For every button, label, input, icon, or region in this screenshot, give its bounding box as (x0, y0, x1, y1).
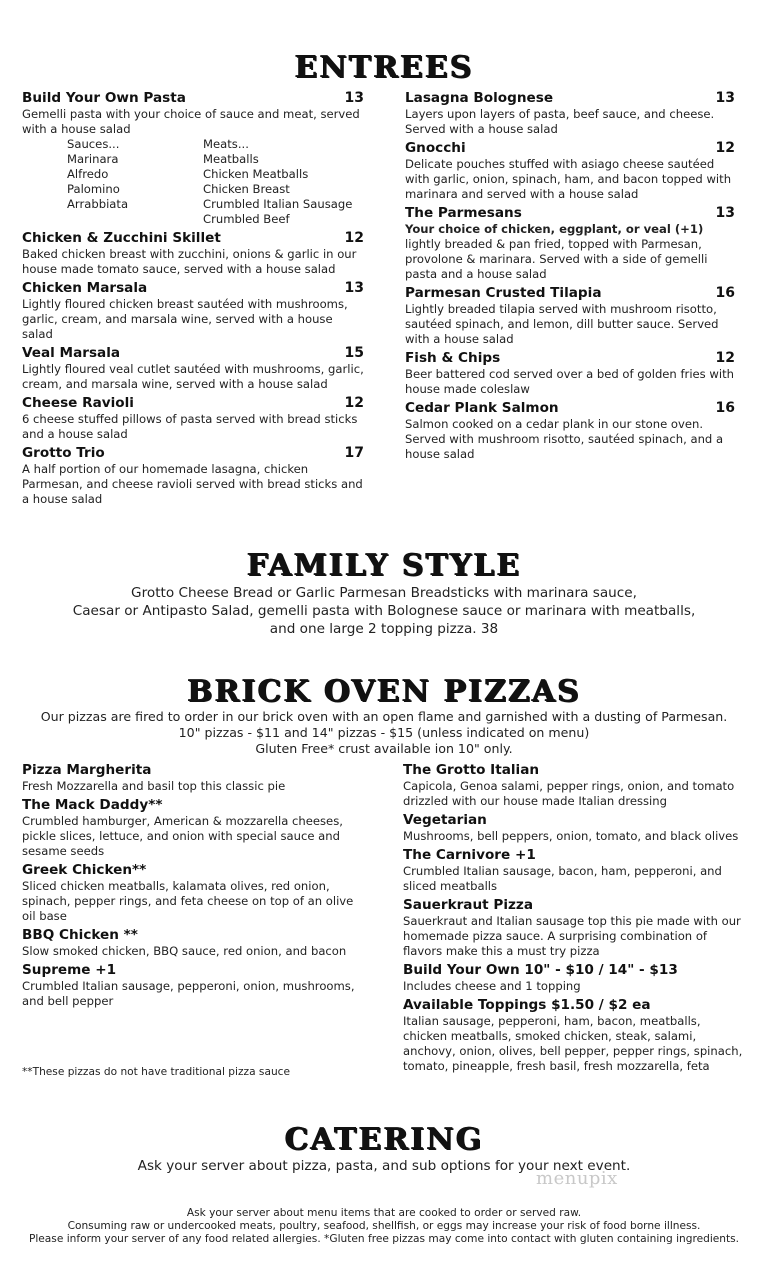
entrees-right-column (405, 90, 735, 465)
menu-item (22, 345, 364, 392)
sauce-list (67, 137, 203, 227)
item-description-rest: lightly breaded & pan fried, topped with Parmesan, provolone & marinara. Served with a side of gemelli pasta and a house salad (405, 237, 708, 281)
item-name: The Parmesans (405, 205, 522, 221)
meat-option: Crumbled Italian Sausage (203, 197, 353, 211)
item-name: Veal Marsala (22, 345, 121, 361)
item-price: 12 (344, 395, 364, 411)
item-name: Available Toppings $1.50 / $2 ea (403, 997, 651, 1013)
menu-item (405, 90, 735, 137)
fine-print-line: Ask your server about menu items that are cooked to order or served raw. (186, 1207, 582, 1219)
item-name: Fish & Chips (405, 350, 501, 366)
item-name: Build Your Own 10" - $10 / 14" - $13 (403, 962, 678, 978)
sauce-option: Arrabbiata (67, 197, 129, 211)
item-price: 13 (715, 205, 735, 221)
item-name: Cedar Plank Salmon (405, 400, 559, 416)
item-name: Grotto Trio (22, 445, 105, 461)
menu-item (405, 205, 735, 282)
item-name: The Carnivore +1 (403, 847, 536, 863)
menu-item (405, 400, 735, 462)
item-description-highlight: Your choice of chicken, eggplant, or veal (+1) (405, 222, 704, 236)
item-name: Parmesan Crusted Tilapia (405, 285, 602, 301)
item-name: Sauerkraut Pizza (403, 897, 534, 913)
item-description: Sauerkraut and Italian sausage top this pie made with our homemade pizza sauce. A surprising combination of flavors make this a must try pizza (403, 914, 741, 958)
item-description: Lightly floured chicken breast sautéed with mushrooms, garlic, cream, and marsala wine, served with a house salad (22, 297, 348, 341)
pizzas-intro-line: Gluten Free* crust available ion 10" only. (255, 741, 513, 756)
menu-item (22, 962, 357, 1009)
item-price: 13 (344, 280, 364, 296)
meat-list (203, 137, 352, 227)
menu-item (405, 285, 735, 347)
menu-item (22, 280, 364, 342)
item-name: Cheese Ravioli (22, 395, 134, 411)
family-style-line: Grotto Cheese Bread or Garlic Parmesan Breadsticks with marinara sauce, (131, 585, 637, 601)
item-name: Chicken Marsala (22, 280, 148, 296)
item-price: 12 (715, 350, 735, 366)
menu-item (403, 897, 748, 959)
meat-option: Chicken Meatballs (203, 167, 309, 181)
family-style-line: and one large 2 topping pizza. 38 (269, 621, 499, 637)
item-description: Gemelli pasta with your choice of sauce and meat, served with a house salad (22, 107, 360, 136)
pizzas-intro-line: Our pizzas are fired to order in our brick oven with an open flame and garnished with a dusting of Parmesan. (40, 709, 728, 724)
meat-option: Chicken Breast (203, 182, 290, 196)
menu-item (22, 762, 357, 794)
item-name: Vegetarian (403, 812, 487, 828)
item-description: Delicate pouches stuffed with asiago cheese sautéed with garlic, onion, spinach, ham, and bacon topped with marinara and served with a house salad (405, 157, 732, 201)
item-description: Crumbled Italian sausage, pepperoni, onion, mushrooms, and bell pepper (22, 979, 355, 1008)
item-description: Beer battered cod served over a bed of golden fries with house made coleslaw (405, 367, 734, 396)
item-description: Crumbled hamburger, American & mozzarella cheeses, pickle slices, lettuce, and onion with special sauce and sesame seeds (22, 814, 343, 858)
family-style-heading: FAMILY STYLE (246, 548, 522, 583)
item-name: Gnocchi (405, 140, 466, 156)
item-description: Includes cheese and 1 topping (403, 979, 581, 993)
fine-print (0, 1207, 768, 1246)
item-price: 13 (344, 90, 364, 106)
item-price: 12 (715, 140, 735, 156)
item-price: 16 (715, 400, 735, 416)
sauce-option: Palomino (67, 182, 120, 196)
item-price: 17 (344, 445, 364, 461)
menu-item (22, 445, 364, 507)
item-description: Salmon cooked on a cedar plank in our stone oven. Served with mushroom risotto, sautéed spinach, and a house salad (405, 417, 724, 461)
item-description: Slow smoked chicken, BBQ sauce, red onion, and bacon (22, 944, 347, 958)
item-price: 16 (715, 285, 735, 301)
meat-option: Meatballs (203, 152, 259, 166)
menu-item (22, 927, 357, 959)
item-description (405, 222, 735, 282)
item-name: Pizza Margherita (22, 762, 152, 778)
menu-item (403, 847, 748, 894)
entrees-left-column (22, 90, 364, 510)
item-description: Baked chicken breast with zucchini, onions & garlic in our house made tomato sauce, served with a house salad (22, 247, 357, 276)
item-price: 13 (715, 90, 735, 106)
menu-item (22, 230, 364, 277)
pasta-options (67, 137, 364, 227)
item-description: Layers upon layers of pasta, beef sauce, and cheese. Served with a house salad (405, 107, 715, 136)
item-description: Lightly floured veal cutlet sautéed with mushrooms, garlic, cream, and marsala wine, served with a house salad (22, 362, 364, 391)
item-name: Greek Chicken** (22, 862, 147, 878)
pizzas-intro (0, 709, 768, 757)
sauce-option: Marinara (67, 152, 119, 166)
item-description: Capicola, Genoa salami, pepper rings, onion, and tomato drizzled with our house made Italian dressing (403, 779, 735, 808)
meat-option: Meats... (203, 137, 249, 151)
item-price: 15 (344, 345, 364, 361)
menu-item (22, 797, 357, 859)
menu-item (403, 997, 748, 1074)
item-name: Supreme +1 (22, 962, 117, 978)
item-name: Lasagna Bolognese (405, 90, 554, 106)
item-description: 6 cheese stuffed pillows of pasta served with bread sticks and a house salad (22, 412, 358, 441)
item-name: The Grotto Italian (403, 762, 540, 778)
menu-item (403, 962, 748, 994)
pizza-sauce-note: **These pizzas do not have traditional pizza sauce (22, 1066, 290, 1078)
entrees-heading: ENTREES (294, 50, 474, 85)
catering-heading: CATERING (284, 1122, 484, 1157)
menu-item (405, 350, 735, 397)
menu-item (405, 140, 735, 202)
catering-description: Ask your server about pizza, pasta, and sub options for your next event. (137, 1158, 631, 1174)
menu-item (22, 90, 364, 227)
pizzas-heading: BRICK OVEN PIZZAS (187, 674, 581, 709)
sauce-option: Alfredo (67, 167, 109, 181)
item-name: Chicken & Zucchini Skillet (22, 230, 221, 246)
watermark-logo: menupix (536, 1168, 618, 1189)
meat-option: Crumbled Beef (203, 212, 290, 226)
item-description: Sliced chicken meatballs, kalamata olives, red onion, spinach, pepper rings, and feta cheese on top of an olive oil base (22, 879, 354, 923)
menu-item (22, 395, 364, 442)
item-name: Build Your Own Pasta (22, 90, 186, 106)
item-name: BBQ Chicken ** (22, 927, 138, 943)
fine-print-line: Consuming raw or undercooked meats, poultry, seafood, shellfish, or eggs may increase your risk of food borne illness. (67, 1220, 701, 1232)
item-description: Lightly breaded tilapia served with mushroom risotto, sautéed spinach, and lemon, dill butter sauce. Served with a house salad (405, 302, 719, 346)
family-style-line: Caesar or Antipasto Salad, gemelli pasta with Bolognese sauce or marinara with meatballs, (72, 603, 696, 619)
fine-print-line: Please inform your server of any food related allergies. *Gluten free pizzas may come into contact with gluten containing ingredients. (28, 1233, 740, 1245)
pizzas-right-column (403, 762, 748, 1077)
menu-item (22, 862, 357, 924)
menu-item (403, 812, 748, 844)
item-description: A half portion of our homemade lasagna, chicken Parmesan, and cheese ravioli served with bread sticks and a house salad (22, 462, 363, 506)
sauce-option: Sauces... (67, 137, 120, 151)
menu-item (403, 762, 748, 809)
pizzas-intro-line: 10" pizzas - $11 and 14" pizzas - $15 (unless indicated on menu) (178, 725, 590, 740)
family-style-description (0, 584, 768, 638)
item-name: The Mack Daddy** (22, 797, 163, 813)
item-description: Mushrooms, bell peppers, onion, tomato, and black olives (403, 829, 739, 843)
item-description: Crumbled Italian sausage, bacon, ham, pepperoni, and sliced meatballs (403, 864, 722, 893)
item-description: Italian sausage, pepperoni, ham, bacon, meatballs, chicken meatballs, smoked chicken, steak, salami, anchovy, onion, olives, bell pepper, pepper rings, spinach, tomato, pineapple, fresh basil, fresh mozzarella, feta (403, 1014, 743, 1073)
pizzas-left-column (22, 762, 357, 1012)
item-description: Fresh Mozzarella and basil top this classic pie (22, 779, 286, 793)
item-price: 12 (344, 230, 364, 246)
